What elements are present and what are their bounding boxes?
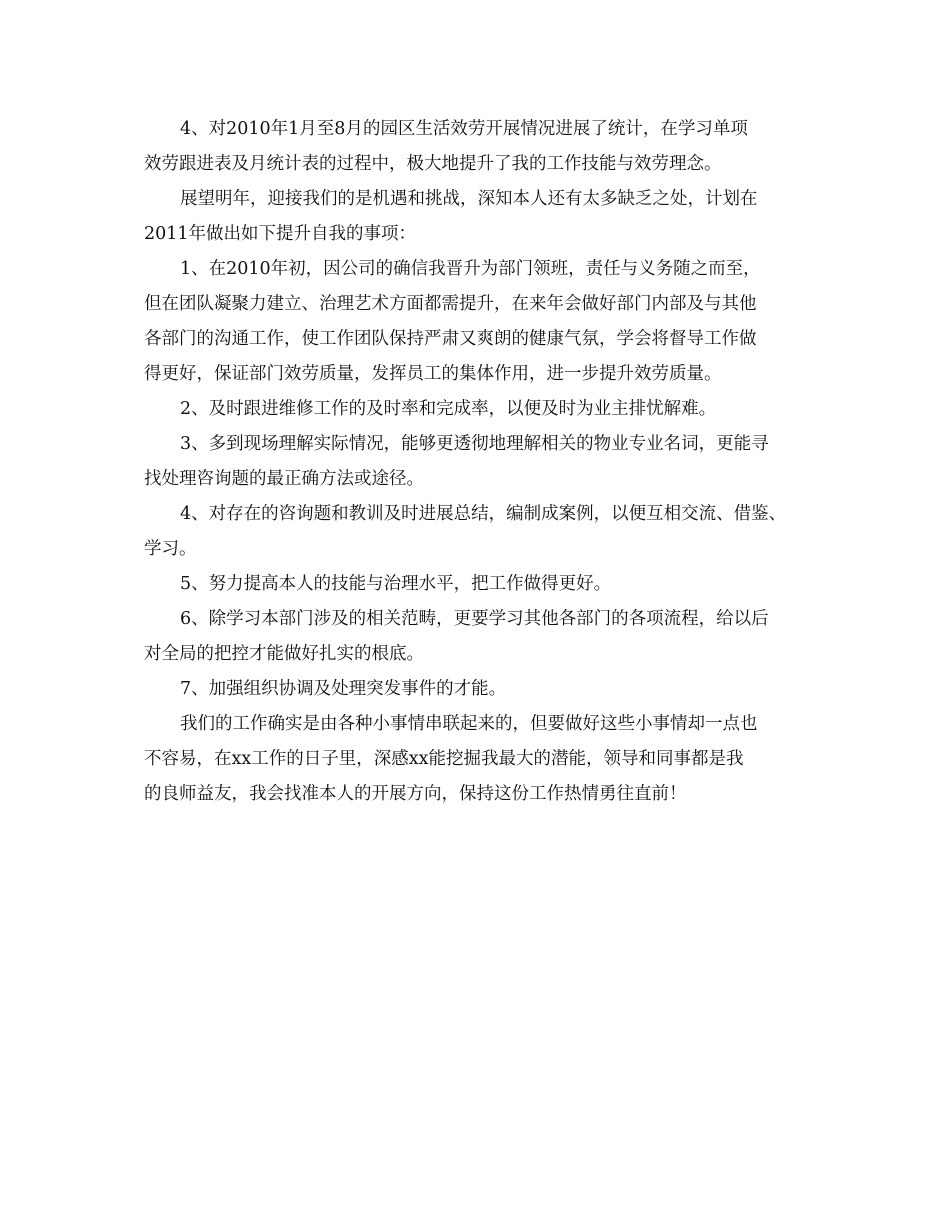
paragraph-line: 各部门的沟通工作，使工作团队保持严肃又爽朗的健康气氛，学会将督导工作做	[144, 329, 757, 349]
paragraph-line: 的良师益友，我会找准本人的开展方向，保持这份工作热情勇往直前！	[144, 784, 687, 804]
list-item-2	[144, 392, 824, 427]
list-item-5	[144, 567, 824, 602]
paragraph-line: 效劳跟进表及月统计表的过程中，极大地提升了我的工作技能与效劳理念。	[144, 154, 722, 174]
list-item-3	[144, 427, 824, 497]
paragraph-line: 6、除学习本部门涉及的相关范畴，更要学习其他各部门的各项流程，给以后	[180, 609, 769, 629]
paragraph-line: 2011年做出如下提升自我的事项：	[144, 224, 417, 244]
paragraph-line: 但在团队凝聚力建立、治理艺术方面都需提升，在来年会做好部门内部及与其他	[144, 294, 757, 314]
paragraph-line: 学习。	[144, 539, 197, 559]
paragraph-line: 7、加强组织协调及处理突发事件的才能。	[180, 679, 507, 699]
document-body	[144, 112, 824, 812]
paragraph-line: 得更好，保证部门效劳质量，发挥员工的集体作用，进一步提升效劳质量。	[144, 364, 722, 384]
list-item-1	[144, 252, 824, 392]
paragraph-line: 5、努力提高本人的技能与治理水平，把工作做得更好。	[180, 574, 612, 594]
paragraph-line: 4、对存在的咨询题和教训及时进展总结，编制成案例，以便互相交流、借鉴、	[180, 504, 787, 524]
paragraph-line: 4、对2010年1月至8月的园区生活效劳开展情况进展了统计，在学习单项	[180, 119, 748, 139]
paragraph-service-statistics	[144, 112, 824, 182]
paragraph-line: 展望明年，迎接我们的是机遇和挑战，深知本人还有太多缺乏之处，计划在	[180, 189, 758, 209]
list-item-4	[144, 497, 824, 567]
paragraph-line: 我们的工作确实是由各种小事情串联起来的，但要做好这些小事情却一点也	[180, 714, 758, 734]
paragraph-line: 3、多到现场理解实际情况，能够更透彻地理解相关的物业专业名词，更能寻	[180, 434, 769, 454]
paragraph-line: 找处理咨询题的最正确方法或途径。	[144, 469, 424, 489]
paragraph-line: 1、在2010年初，因公司的确信我晋升为部门领班，责任与义务随之而至，	[180, 259, 761, 279]
paragraph-conclusion	[144, 707, 824, 812]
paragraph-line: 对全局的把控才能做好扎实的根底。	[144, 644, 424, 664]
paragraph-line: 2、及时跟进维修工作的及时率和完成率，以便及时为业主排忧解难。	[180, 399, 717, 419]
paragraph-line: 不容易，在xx工作的日子里，深感xx能挖掘我最大的潜能，领导和同事都是我	[144, 749, 744, 769]
paragraph-outlook	[144, 182, 824, 252]
list-item-7	[144, 672, 824, 707]
list-item-6	[144, 602, 824, 672]
